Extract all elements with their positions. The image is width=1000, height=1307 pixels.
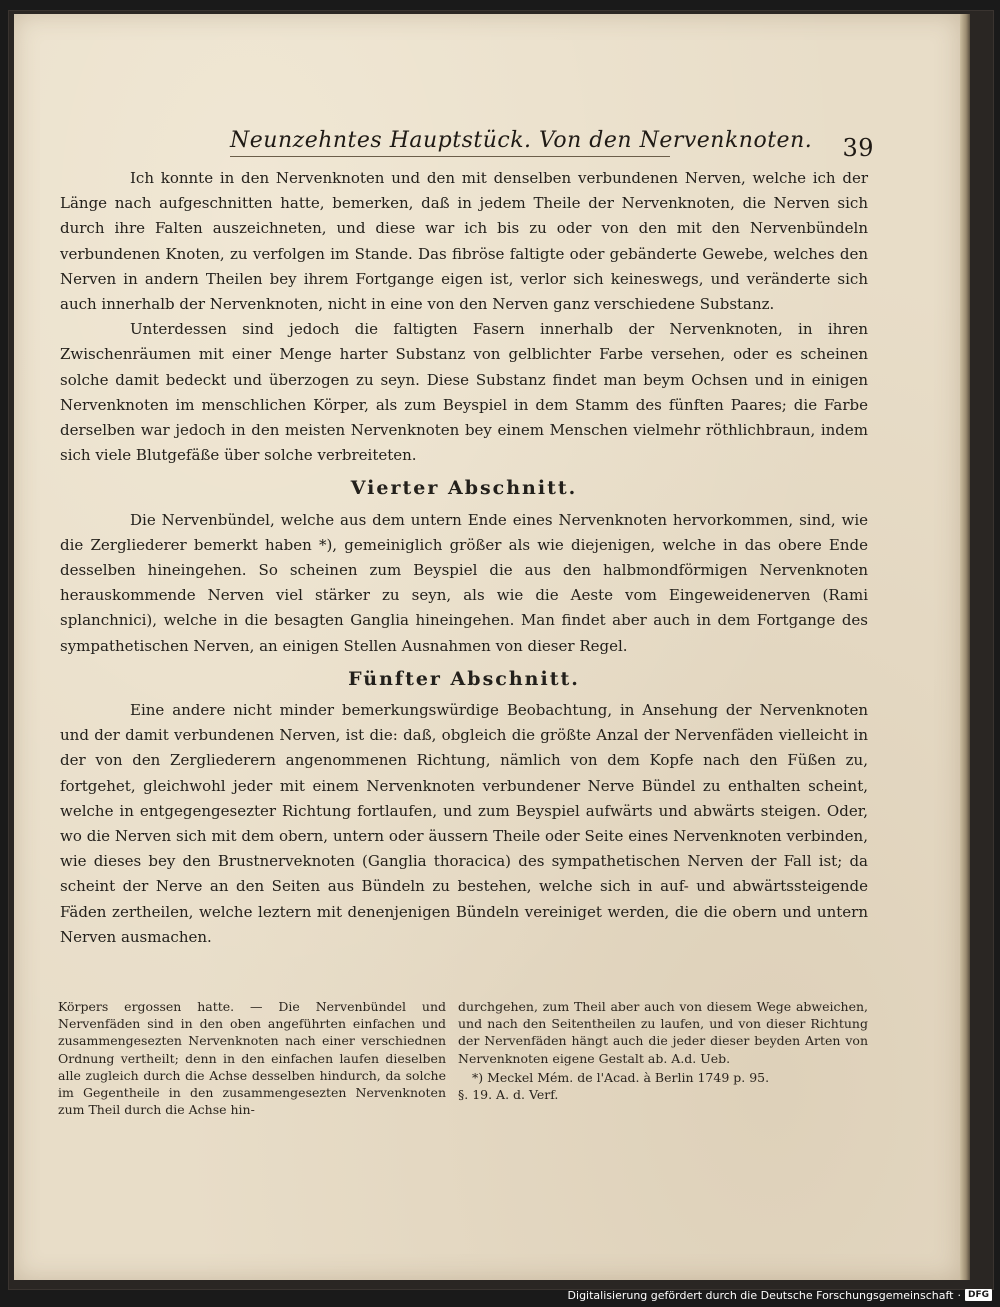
footnote-right-text: durchgehen, zum Theil aber auch von diesem Wege abweichen, und nach den Seitentheilen zu laufen, und von dieser Richtung der Nervenfäden hängt auch die jeder dieser beyden Arten von Nervenknoten eigene Gestalt ab. A.d. Ueb. (458, 999, 868, 1066)
credit-text: Digitalisierung gefördert durch die Deutsche Forschungsgemeinschaft (567, 1288, 954, 1302)
header-rule (230, 156, 670, 157)
footnotes (58, 998, 868, 1148)
page-edge (960, 14, 970, 1280)
footnote-left-text: Körpers ergossen hatte. — Die Nervenbündel und Nervenfäden sind in den oben angeführten einfachen und zusammengesezten Nervenknoten nach einer verschiednen Ordnung vertheilt; denn in den einfachen laufen dieselben alle zugleich durch die Achse desselben hindurch, da solche im Gegentheile in den zusammengesezten Nervenknoten zum Theil durch die Achse hin- (58, 999, 446, 1118)
dfg-logo: DFG (965, 1289, 992, 1301)
paragraph-2: Unterdessen sind jedoch die faltigten Fasern innerhalb der Nervenknoten, in ihren Zwischenräumen mit einer Menge harter Substanz von gelblichter Farbe versehen, oder es scheinen solche damit bedeckt und überzogen zu seyn. Diese Substanz findet man beym Ochsen und in einigen Nervenknoten im menschlichen Körper, als zum Beyspiel in dem Stamm des fünften Paares; die Farbe derselben war jedoch in den meisten Nervenknoten bey einem Menschen vielmehr röthlichbraun, indem sich viele Blutgefäße über solche verbreiteten. (60, 320, 868, 465)
page-number: 39 (842, 134, 874, 162)
digitization-credit: Digitalisierung gefördert durch die Deutsche Forschungsgemeinschaft · DFG (568, 1287, 992, 1303)
paragraph-1: Ich konnte in den Nervenknoten und den mit denselben verbundenen Nerven, welche ich der Länge nach aufgeschnitten hatte, bemerken, daß in jedem Theile der Nervenknoten, die Nerven sich durch ihre Falten auszeichneten, und diese war ich bis zu oder von den mit den Nervenbündeln verbundenen Knoten, zu verfolgen im Stande. Das fibröse faltigte oder gebänderte Gewebe, welches den Nerven in andern Theilen bey ihrem Fortgange eigen ist, verlor sich keineswegs, und veränderte sich auch innerhalb der Nervenknoten, nicht in eine von den Nerven ganz verschiedene Substanz. (60, 169, 868, 314)
section-heading-4: Vierter Abschnitt. (350, 477, 578, 500)
section-heading-5: Fünfter Abschnitt. (348, 667, 580, 690)
footnote-left-column (58, 998, 446, 1118)
paragraph-4: Eine andere nicht minder bemerkungswürdige Beobachtung, in Ansehung der Nervenknoten und der damit verbundenen Nerven, ist die: daß, obgleich die größte Anzal der Nervenfäden vielleicht in der von den Zergliederern angenommenen Richtung, nämlich von dem Kopfe nach den Füßen zu, fortgehet, gleichwohl jeder mit einem Nervenknoten verbundener Nerve Bündel zu enthalten scheint, welche in entgegengesezter Richtung fortlaufen, und zum Beyspiel aufwärts und abwärts steigen. Oder, wo die Nerven sich mit dem obern, untern oder äussern Theile oder Seite eines Nervenknoten verbinden, wie dieses bey den Brustnerveknoten (Ganglia thoracica) des sympathetischen Nerven der Fall ist; da scheint der Nerve an den Seiten aus Bündeln zu bestehen, welche sich in auf- und abwärtssteigende Fäden zertheilen, welche leztern mit denenjenigen Bündeln vereiniget werden, die die obern und untern Nerven ausmachen. (60, 701, 868, 946)
running-title: Neunzehntes Hauptstück. Von den Nervenknoten. (230, 128, 813, 153)
page-header (230, 120, 874, 162)
paragraph-3: Die Nervenbündel, welche aus dem untern Ende eines Nervenknoten hervorkommen, sind, wie die Zergliederer bemerkt haben *), gemeiniglich größer als wie diejenigen, welche in das obere Ende desselben hineingehen. So scheinen zum Beyspiel die aus den halbmondförmigen Nervenknoten herauskommende Nerven viel stärker zu seyn, als wie die Aeste vom Eingeweidenerven (Rami splanchnici), welche in die besagten Ganglia hineingehen. Man findet aber auch in dem Fortgange des sympathetischen Nerven, an einigen Stellen Ausnahmen von dieser Regel. (60, 510, 868, 655)
footnote-reference: *) Meckel Mém. de l'Acad. à Berlin 1749 p. 95. (472, 1069, 770, 1085)
footnote-reference-tail: §. 19. A. d. Verf. (458, 1087, 559, 1103)
footnote-right-column (458, 998, 868, 1103)
main-text (60, 166, 868, 950)
